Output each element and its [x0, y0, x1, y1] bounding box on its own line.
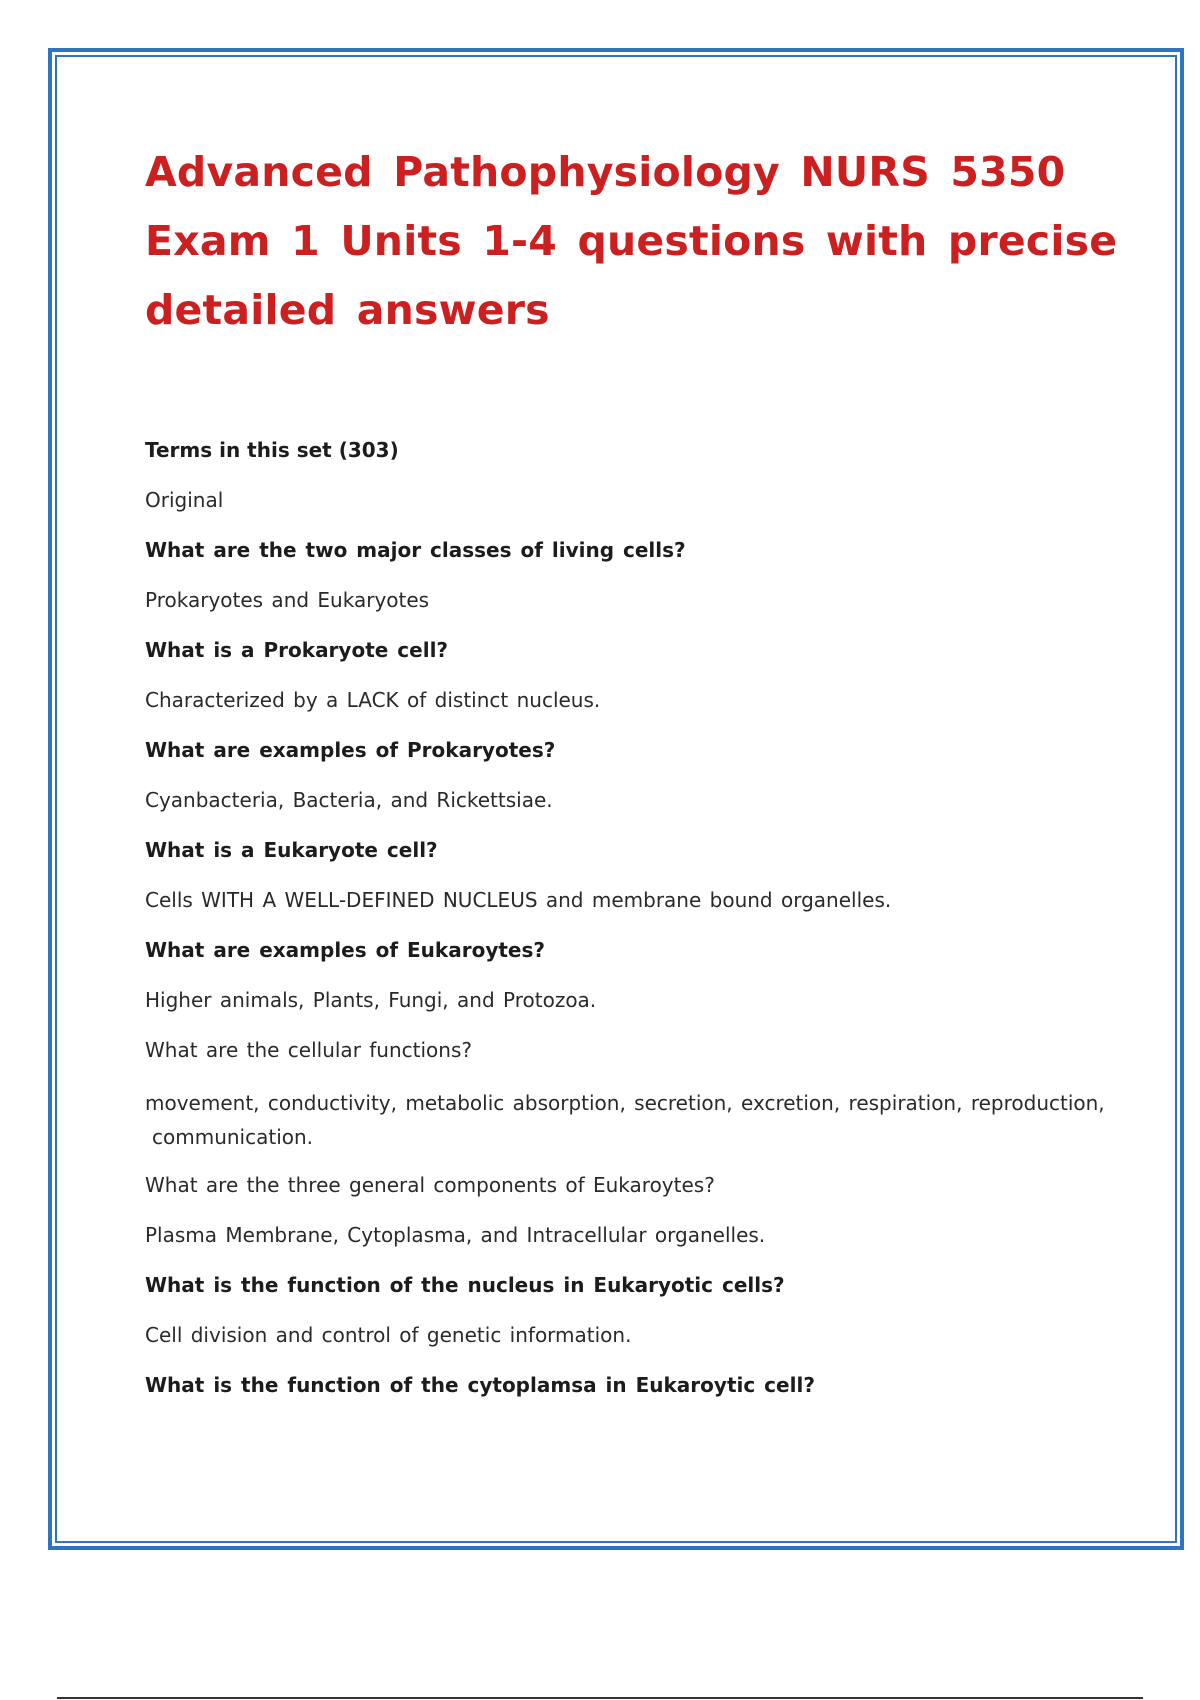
footer-divider — [57, 1697, 1143, 1699]
question-text: What are examples of Prokaryotes? — [145, 738, 556, 762]
question-text: What is the function of the nucleus in Eukaryotic cells? — [145, 1273, 785, 1297]
term-list — [145, 486, 1125, 1399]
answer-text: Characterized by a LACK of distinct nucleus. — [145, 688, 601, 712]
question-text: What are examples of Eukaroytes? — [145, 938, 545, 962]
answer-text: Cell division and control of genetic information. — [145, 1323, 632, 1347]
list-item: Original — [145, 488, 224, 512]
answer-text: Cyanbacteria, Bacteria, and Rickettsiae. — [145, 788, 553, 812]
answer-line-1: movement, conductivity, metabolic absorption, secretion, excretion, respiration, reproduction, — [145, 1091, 1105, 1115]
answer-text: Higher animals, Plants, Fungi, and Protozoa. — [145, 988, 597, 1012]
question-text: What are the cellular functions? — [145, 1038, 473, 1062]
answer-text-multiline — [145, 1086, 1125, 1154]
answer-line-2: communication. — [152, 1125, 314, 1149]
document-content — [145, 138, 1125, 1421]
answer-text: Prokaryotes and Eukaryotes — [145, 588, 430, 612]
question-text: What is the function of the cytoplamsa in Eukaroytic cell? — [145, 1373, 815, 1397]
answer-text: Plasma Membrane, Cytoplasma, and Intracellular organelles. — [145, 1223, 766, 1247]
question-text: What is a Prokaryote cell? — [145, 638, 449, 662]
question-text: What are the two major classes of living cells? — [145, 538, 686, 562]
question-text: What are the three general components of Eukaroytes? — [145, 1173, 715, 1197]
question-text: What is a Eukaryote cell? — [145, 838, 438, 862]
document-title: Advanced Pathophysiology NURS 5350 Exam 1 Units 1-4 questions with precise detailed answers — [145, 148, 1118, 334]
terms-count-heading: Terms in this set (303) — [145, 438, 399, 462]
answer-text: Cells WITH A WELL-DEFINED NUCLEUS and membrane bound organelles. — [145, 888, 892, 912]
